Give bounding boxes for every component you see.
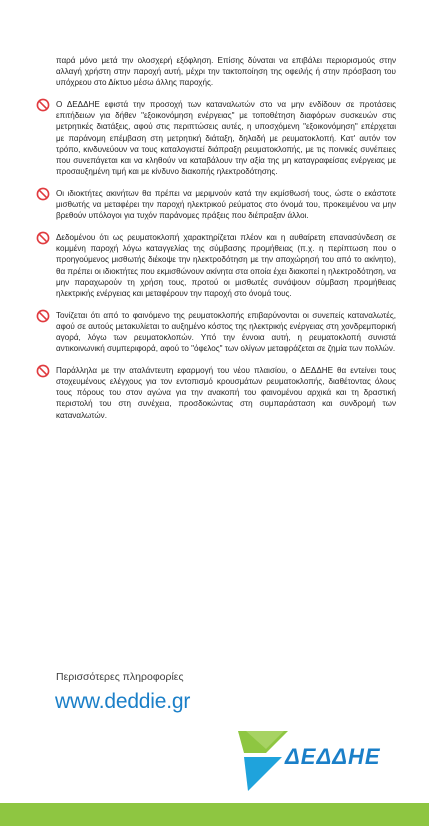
no-entry-icon: [36, 98, 50, 112]
leaflet-content: [36, 55, 396, 421]
list-item: [36, 188, 396, 221]
bottom-color-bar: [0, 803, 429, 826]
list-item-text: Δεδομένου ότι ως ρευματοκλοπή χαρακτηρίζεται πλέον και η αυθαίρετη επανασύνδεση σε κομμένη παροχή λόγω καταγγελίας της σύμβασης προμήθειας (π.χ. η περίπτωση που ο προηγούμενος μισθωτής διέκοψε την ηλεκτροδότηση με την αποχώρησή του από το ακίνητο), θα πρέπει οι ιδιοκτήτες που εκμισθώνουν ακίνητα στα οποία έχει διακοπεί η ηλεκτροδότηση, να μην παραχωρούν τη χρήση τους, προτού οι μισθωτές συνάψουν σύμβαση προμήθειας ηλεκτρικής ενέργειας και μεταφέρουν την παροχή στο όνομά τους.: [56, 233, 396, 298]
no-entry-icon: [36, 231, 50, 245]
list-item-text: Ο ΔΕΔΔΗΕ εφιστά την προσοχή των καταναλωτών στο να μην ενδίδουν σε προτάσεις επιτήδειων για δήθεν "εξοικονόμηση ενέργειας" με τοποθέτηση διαφόρων συσκευών στις μετρητικές διατάξεις, αφού στις περιπτώσεις αυτές, η υποσχόμενη "εξοικονόμηση" επέρχεται με παράνομη επέμβαση στη μετρητική διάταξη, δηλαδή με ρευματοκλοπή. Κατ' αυτόν τον τρόπο, κινδυνεύουν να τους καταλογιστεί διάπραξη ρευματοκλοπής, με τις ποινικές συνέπειες που συνεπάγεται και να κληθούν να καταβάλουν την αξία της μη καταγραφείσας ενέργειας με προσαυξημένη τιμή και με κίνδυνο διακοπής ηλεκτροδότησης.: [56, 100, 396, 176]
website-link[interactable]: www.deddie.gr: [55, 690, 191, 713]
list-item-text: Παράλληλα με την αταλάντευτη εφαρμογή του νέου πλαισίου, ο ΔΕΔΔΗΕ θα εντείνει τους στοχευμένους ελέγχους για τον εντοπισμό κρουσμάτων ρευματοκλοπής, διαθέτοντας όλους τους πόρους του στον αγώνα για την ανακοπή του φαινομένου αρχικά και τη δραστική περιστολή του στη συνέχεια, προσδοκώντας στη συμπαράσταση και συνδρομή των καταναλωτών.: [56, 366, 396, 420]
more-info-label: Περισσότερες πληροφορίες: [56, 671, 184, 683]
list-item: [36, 99, 396, 177]
brand-logo-text: ΔΕΔΔΗΕ: [285, 744, 381, 769]
no-entry-icon: [36, 364, 50, 378]
list-item-text: Οι ιδιοκτήτες ακινήτων θα πρέπει να μεριμνούν κατά την εκμίσθωσή τους, ώστε ο εκάστοτε μισθωτής να μεταφέρει την παροχή ηλεκτρικού ρεύματος στο όνομά του, προκειμένου να μην βρεθούν υπόλογοι για τυχόν παράνομες πράξεις που διέπραξαν άλλοι.: [56, 188, 396, 221]
no-entry-icon: [36, 187, 50, 201]
list-item-text: Τονίζεται ότι από το φαινόμενο της ρευματοκλοπής επιβαρύνονται οι συνεπείς καταναλωτές, αφού σε αυτούς μετακυλίεται το αυξημένο κόστος της ηλεκτρικής ενέργειας στη χονδρεμπορική αγορά, λόγω των ρευματοκλοπών. Υπό την έννοια αυτή, η ρευματοκλοπή συνιστά αντικοινωνική συμπεριφορά, αφού το "όφελος" των ολίγων μεταφράζεται σε ζημία των πολλών.: [56, 310, 396, 354]
list-item: [36, 310, 396, 354]
intro-paragraph: παρά μόνο μετά την ολοσχερή εξόφληση. Επίσης δύναται να επιβάλει περιορισμούς στην αλλαγή χρήστη στην παροχή αυτή, μέχρι την τακτοποίηση της οφειλής ή στην πρόσβαση του υπόχρεου στο Δίκτυο μέσω άλλης παροχής.: [56, 56, 396, 88]
no-entry-icon: [36, 309, 50, 323]
list-item: [36, 365, 396, 420]
list-item: [36, 232, 396, 299]
